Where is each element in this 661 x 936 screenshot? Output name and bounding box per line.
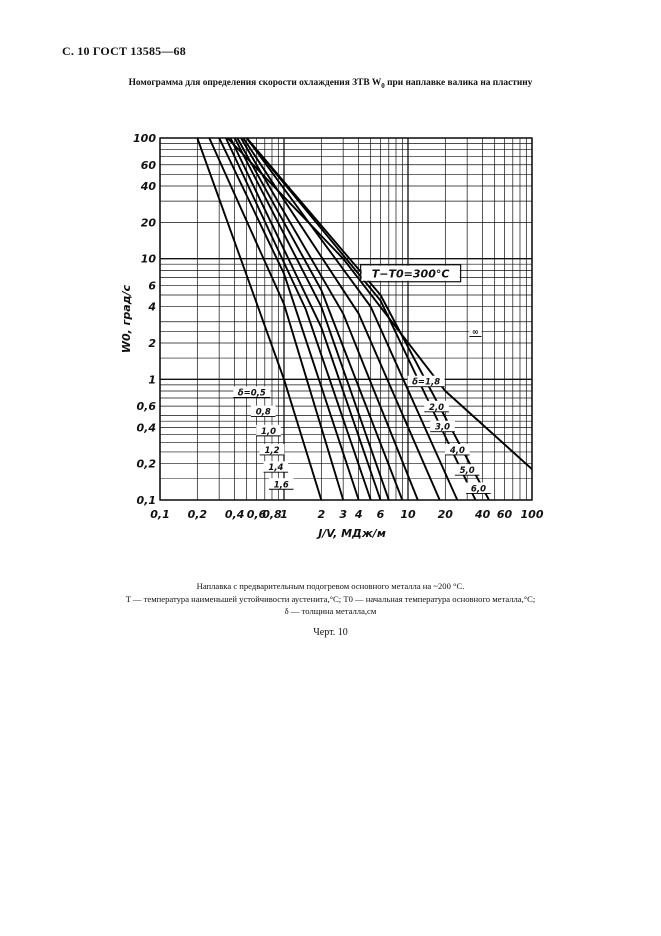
y-tick-label: 20	[140, 216, 156, 230]
x-tick-label: 10	[400, 508, 416, 521]
series-label: ∞	[471, 327, 480, 338]
series-label: 1,0	[260, 426, 277, 437]
series-label: 3,0	[435, 422, 451, 433]
series-line	[197, 138, 321, 500]
series-label: 1,2	[264, 445, 280, 456]
series-line	[228, 138, 533, 469]
note-line-2: T — температура наименьшей устойчивости аустенита,°С; T0 — начальная температура основного металла,°С;	[125, 593, 536, 604]
chart-title-end: при наплавке валика на пластину	[384, 78, 533, 88]
figure-label: Черт. 10	[313, 627, 348, 638]
series-label: δ=0,5	[237, 388, 266, 399]
series-label: 2,0	[429, 402, 445, 413]
chart-title-main: Номограмма для определения скорости охлаждения ЗТВ W	[128, 78, 382, 88]
x-tick-label: 1	[280, 508, 288, 521]
x-tick-label: 0,8	[262, 508, 282, 521]
x-tick-label: 0,6	[246, 508, 267, 521]
x-tick-label: 0,1	[150, 508, 170, 521]
y-tick-label: 6	[148, 279, 156, 293]
series-lines	[197, 138, 532, 500]
chart-title-subscript: 0	[381, 81, 385, 90]
x-tick-label: 60	[496, 508, 513, 521]
x-tick-label: 3	[339, 508, 347, 521]
x-tick-label: 100	[520, 508, 544, 521]
x-tick-label: 40	[474, 508, 491, 521]
series-line	[235, 138, 389, 500]
series-label: 6,0	[470, 484, 486, 495]
x-tick-label: 0,4	[224, 508, 245, 521]
series-label: δ=1,8	[412, 377, 441, 388]
series-label: 1,4	[268, 463, 284, 474]
y-tick-label: 0,6	[136, 400, 156, 414]
x-tick-label: 20	[437, 508, 453, 521]
y-tick-label: 0,4	[136, 421, 156, 435]
series-label: 5,0	[459, 466, 475, 477]
y-tick-label: 2	[148, 337, 156, 351]
series-label: 0,8	[255, 407, 271, 418]
y-tick-label: 0,1	[136, 494, 156, 507]
page-header: С. 10 ГОСТ 13585—68	[62, 44, 186, 58]
y-axis-label: W0, град/с	[120, 284, 133, 354]
notes	[0, 580, 661, 618]
y-tick-label: 100	[133, 132, 156, 145]
tick-labels	[133, 132, 544, 521]
annotation-text: T−T0=300°C	[371, 267, 450, 281]
y-tick-label: 4	[148, 300, 156, 314]
x-tick-label: 2	[317, 508, 326, 521]
y-tick-label: 60	[140, 158, 156, 172]
x-axis-label: J/V, МДж/м	[318, 527, 386, 540]
y-tick-label: 0,2	[136, 457, 156, 471]
y-tick-label: 40	[140, 180, 156, 194]
x-tick-label: 0,2	[187, 508, 208, 521]
series-label: 1,6	[273, 480, 289, 491]
note-line-3: δ — толщина металла,см	[284, 606, 377, 616]
note-line-1: Наплавка с предварительным подогревом основного металла на ~200 °С.	[196, 581, 465, 591]
y-tick-label: 1	[148, 373, 156, 387]
y-tick-label: 10	[140, 252, 156, 266]
x-tick-label: 6	[376, 508, 385, 521]
series-label: 4,0	[449, 445, 465, 456]
x-tick-label: 4	[354, 508, 363, 521]
